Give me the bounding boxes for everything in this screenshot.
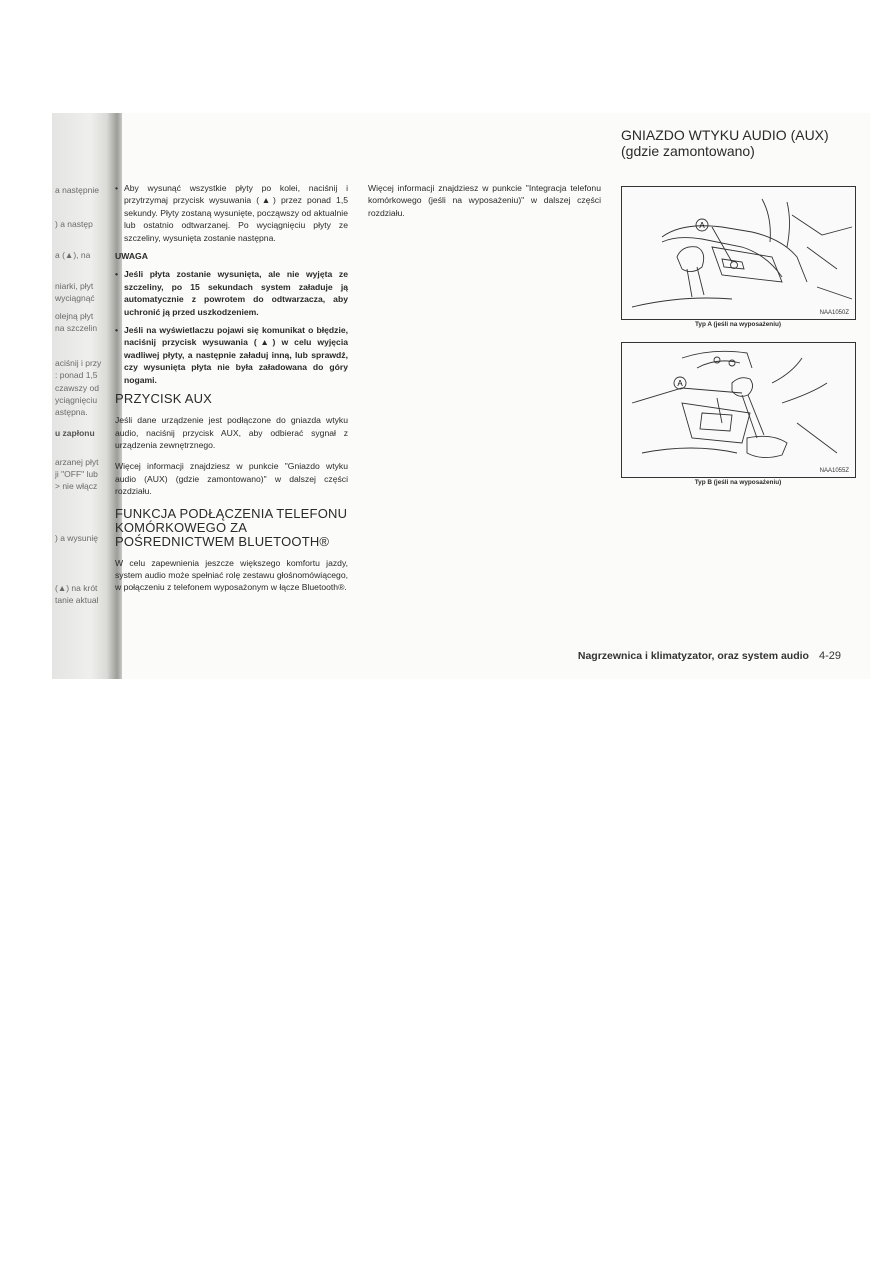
- column-1: [115, 182, 348, 603]
- figure-type-a-drawing: [622, 187, 855, 319]
- column-2: [368, 182, 601, 228]
- figure-type-a: [621, 186, 856, 320]
- figure-a-code: NAA1050Z: [819, 310, 849, 316]
- warning-bullet-1-text: Jeśli płyta zostanie wysunięta, ale nie wyjęta ze szczeliny, po 15 sekundach system załaduje ją automatycznie z powrotem do odtwarzacza, aby uchronić ją przed uszkodzeniem.: [124, 269, 348, 317]
- figure-b-caption: Typ B (jeśli na wyposażeniu): [694, 479, 782, 486]
- figure-type-b-drawing: [622, 343, 855, 477]
- aux-jack-heading-line2: (gdzie zamontowano): [621, 143, 755, 159]
- previous-page-fragment: czawszy od: [55, 383, 99, 393]
- previous-page-fragment: astępna.: [55, 407, 88, 417]
- callout-b-label: A: [677, 379, 683, 388]
- bullet-intro: [115, 182, 348, 244]
- previous-page-fragments: [52, 113, 122, 679]
- previous-page-fragment: aciśnij i przy: [55, 358, 102, 368]
- aux-jack-heading-line1: GNIAZDO WTYKU AUDIO (AUX): [621, 127, 829, 143]
- previous-page-fragment: ) a wysunię: [55, 533, 98, 543]
- book-binding-shadow: [52, 113, 122, 679]
- bluetooth-heading: FUNKCJA PODŁĄCZENIA TELEFONU KOMÓRKOWEGO ZA POŚREDNICTWEM BLUETOOTH®: [115, 505, 348, 549]
- warning-bullet-2: [115, 324, 348, 386]
- previous-page-fragment: ) a następ: [55, 219, 93, 229]
- previous-page-fragment: u zapłonu: [55, 428, 95, 438]
- previous-page-fragment: olejną płyt: [55, 311, 94, 321]
- figure-type-b: [621, 342, 856, 478]
- footer-chapter-title: Nagrzewnica i klimatyzator, oraz system audio: [577, 650, 809, 662]
- previous-page-fragment: : ponad 1,5: [55, 370, 98, 380]
- previous-page-fragment: ji "OFF" lub: [55, 469, 98, 479]
- previous-page-fragment: na szczelin: [55, 323, 98, 333]
- bluetooth-paragraph: W celu zapewnienia jeszcze większego komfortu jazdy, system audio może spełniać rolę zestawu głośnomówiącego, w połączeniu z telefonem wyposażonym w łącze Bluetooth®.: [115, 557, 348, 593]
- figure-a-caption: Typ A (jeśli na wyposażeniu): [694, 321, 782, 328]
- figure-b-code: NAA1055Z: [819, 468, 849, 474]
- aux-paragraph-2: Więcej informacji znajdziesz w punkcie "Gniazdo wtyku audio (AUX) (gdzie zamontowano)" w dalszej części rozdziału.: [115, 461, 348, 497]
- previous-page-fragment: a (▲), na: [55, 250, 91, 260]
- previous-page-fragment: a następnie: [55, 185, 99, 195]
- previous-page-fragment: tanie aktual: [55, 595, 99, 605]
- previous-page-fragment: yciągnięciu: [55, 395, 98, 405]
- page-number: 4-29: [818, 650, 841, 662]
- previous-page-fragment: arzanej płyt: [55, 457, 99, 467]
- previous-page-fragment: niarki, płyt: [55, 281, 94, 291]
- aux-button-heading: PRZYCISK AUX: [115, 391, 213, 407]
- previous-page-fragment: > nie włącz: [55, 481, 98, 491]
- warning-bullet-1: [115, 268, 348, 318]
- page-footer: [578, 650, 841, 662]
- phone-integration-paragraph: Więcej informacji znajdziesz w punkcie "Integracja telefonu komórkowego (jeśli na wyposażeniu)" w dalszej części rozdziału.: [368, 183, 601, 218]
- bullet-intro-text: Aby wysunąć wszystkie płyty po kolei, naciśnij i przytrzymaj przycisk wysuwania (▲) przez ponad 1,5 sekundy. Płyty zostaną wysunięte, począwszy od aktualnie lub ostatnio odtwarzanej. Po wyciągnięciu płyty ze szczeliny, wysunięta zostanie następna.: [124, 183, 348, 243]
- warning-bullet-2-text: Jeśli na wyświetlaczu pojawi się komunikat o błędzie, naciśnij przycisk wysuwania (▲) w celu wyjęcia wadliwej płyty, a następnie załaduj inną, lub sprawdź, czy wysunięta płyta nie była załadowana do góry nogami.: [124, 325, 348, 385]
- aux-paragraph-1: Jeśli dane urządzenie jest podłączone do gniazda wtyku audio, naciśnij przycisk AUX, aby odbierać sygnał z urządzenia zewnętrznego.: [115, 415, 348, 450]
- callout-a-label: A: [699, 221, 705, 230]
- warning-heading: UWAGA: [115, 251, 148, 262]
- previous-page-fragment: (▲) na krót: [55, 583, 98, 593]
- aux-jack-heading: [621, 127, 829, 159]
- previous-page-fragment: wyciągnąć: [55, 293, 95, 303]
